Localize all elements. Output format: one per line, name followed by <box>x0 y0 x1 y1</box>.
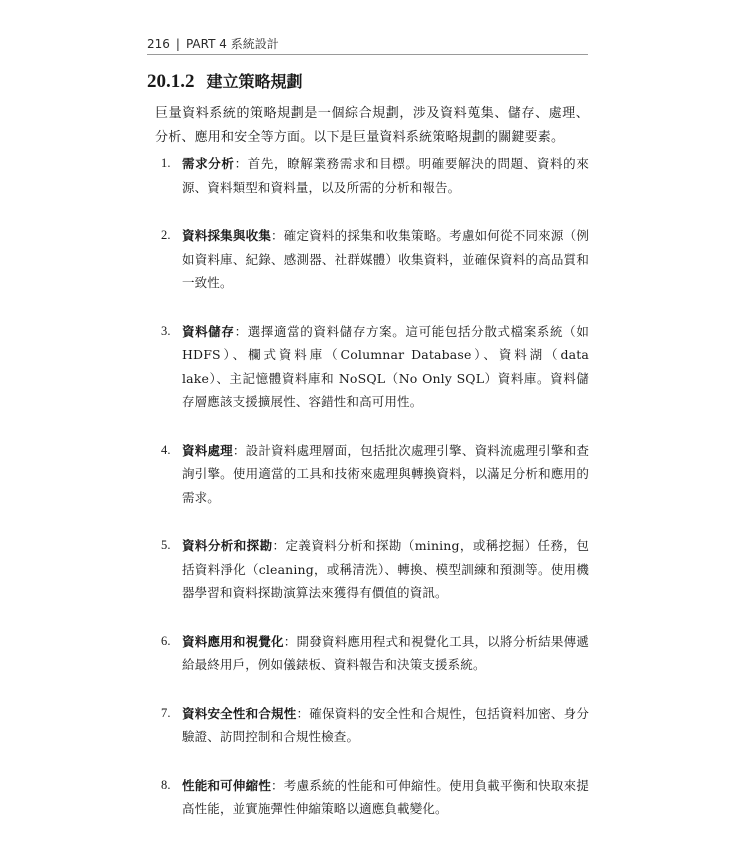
list-item <box>155 439 589 510</box>
item-number: 8. <box>161 777 171 792</box>
section-number: 20.1.2 <box>147 71 195 92</box>
item-term: 性能和可伸縮性 <box>182 777 272 793</box>
section-title: 建立策略規劃 <box>206 72 303 91</box>
list-item <box>155 152 589 199</box>
item-term: 資料安全性和合規性 <box>182 705 297 721</box>
page-number: 216 <box>147 37 170 51</box>
item-text: ：確定資料的採集和收集策略。考慮如何從不同來源（例如資料庫、紀錄、感測器、社群媒體）收集資料，並確保資料的高品質和一致性。 <box>182 228 589 290</box>
list-item <box>155 702 589 749</box>
list-item <box>155 534 589 605</box>
item-text: ：確保資料的安全性和合規性，包括資料加密、身分驗證、訪問控制和合規性檢查。 <box>182 705 590 744</box>
item-term: 資料應用和視覺化 <box>182 633 284 649</box>
item-term: 資料分析和探勘 <box>182 538 273 553</box>
item-text: ：首先，瞭解業務需求和目標。明確要解決的問題、資料的來源、資料類型和資料量，以及所需的分析和報告。 <box>182 156 589 195</box>
part-title: PART 4 系統設計 <box>185 37 279 51</box>
item-number: 2. <box>161 228 171 242</box>
item-number: 3. <box>161 323 171 338</box>
item-text: ：選擇適當的資料儲存方案。這可能包括分散式檔案系統（如 HDFS）、欄式資料庫（Columnar Database）、資料湖（data lake）、主記憶體資料庫和 NoSQL（No Only SQL）資料庫。資料儲存層應該支援擴展性、容錯性和高可用性。 <box>182 323 589 409</box>
list-item <box>155 224 589 295</box>
intro-paragraph: 巨量資料系統的策略規劃是一個綜合規劃，涉及資料蒐集、儲存、處理、分析、應用和安全等方面。以下是巨量資料系統策略規劃的關鍵要素。 <box>155 106 589 145</box>
section-heading <box>147 68 588 96</box>
item-text: ：開發資料應用程式和視覺化工具，以將分析結果傳遞給最終用戶，例如儀錶板、資料報告和決策支援系統。 <box>182 633 589 672</box>
list-item <box>155 774 589 821</box>
item-term: 資料處理 <box>182 442 233 458</box>
item-text: ：設計資料處理層面，包括批次處理引擎、資料流處理引擎和查詢引擎。使用適當的工具和技術來處理與轉換資料，以滿足分析和應用的需求。 <box>182 442 589 505</box>
key-elements-list <box>155 152 589 846</box>
list-item <box>155 630 589 677</box>
item-number: 7. <box>161 705 171 720</box>
header-rule <box>147 54 588 55</box>
item-text: ：定義資料分析和探勘（mining，或稱挖掘）任務，包括資料淨化（cleaning，或稱清洗）、轉換、模型訓練和預測等。使用機器學習和資料探勘演算法來獲得有價值的資訊。 <box>182 538 589 600</box>
item-term: 資料採集與收集 <box>182 228 272 243</box>
item-number: 5. <box>161 538 171 552</box>
list-item <box>155 320 589 414</box>
item-term: 資料儲存 <box>182 323 235 339</box>
item-term: 需求分析 <box>182 156 235 171</box>
item-number: 4. <box>161 442 171 457</box>
item-number: 1. <box>161 156 171 170</box>
header-separator: | <box>175 37 180 51</box>
item-number: 6. <box>161 633 171 648</box>
item-text: ：考慮系統的性能和可伸縮性。使用負載平衡和快取來提高性能，並實施彈性伸縮策略以適應負載變化。 <box>182 777 589 816</box>
running-header <box>147 35 588 53</box>
